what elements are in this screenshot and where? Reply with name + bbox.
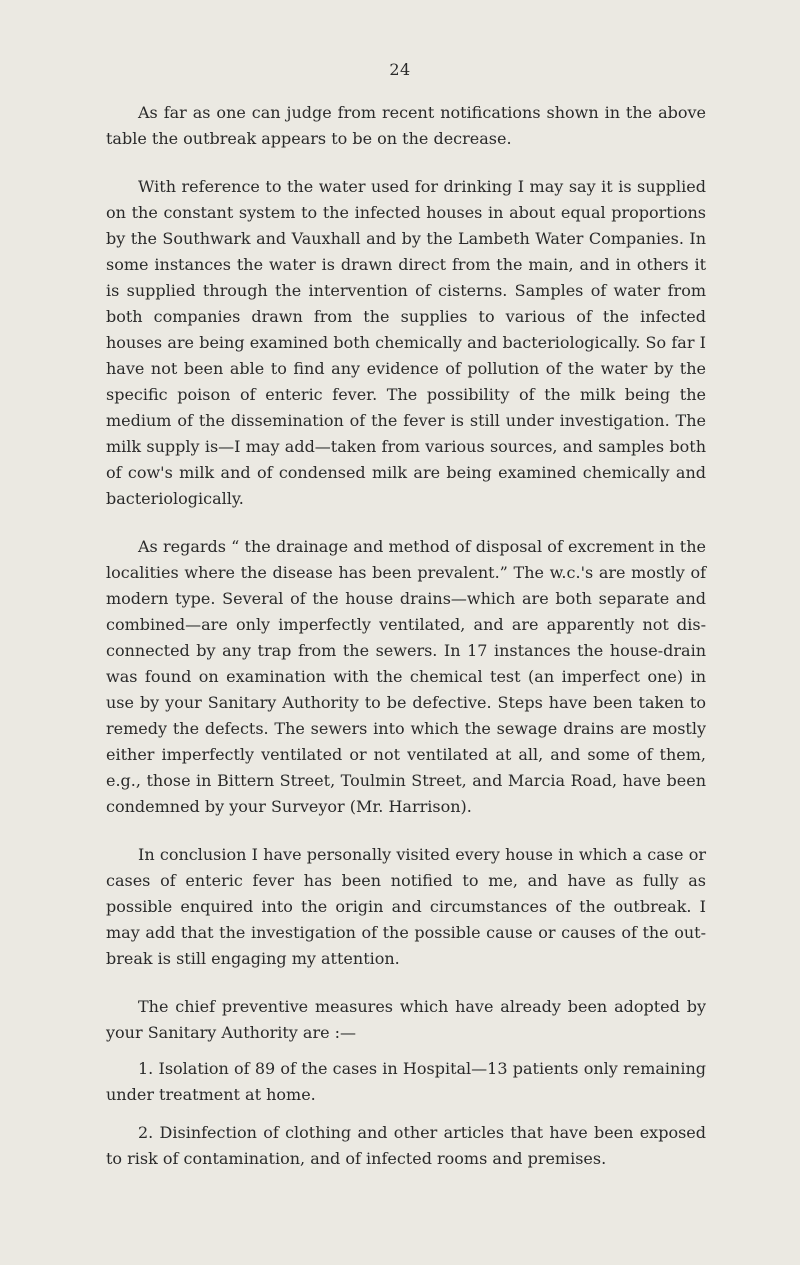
page-number: 24 — [389, 60, 411, 79]
paragraph-outbreak-decrease: As far as one can judge from recent notifications shown in the above table the outbreak appears to be on the decrease. — [106, 103, 706, 148]
paragraph-water-supply: With reference to the water used for drinking I may say it is supplied on the constant system to the infected houses in about equal proportions by the Southwark and Vauxhall and by the Lambeth Water Companies. In some instances the water is drawn direct from the main, and in others it is supplied through the intervention of cisterns. Samples of water from both companies drawn from the supplies to various of the infected houses are being examined both chemically and bacteriologically. So far I have not been able to find any evidence of pollution of the water by the specific poison of enteric fever. The possibility of the milk being the medium of the dissemination of the fever is still under investigation. The milk supply is—I may add—taken from various sources, and samples both of cow's milk and of condensed milk are being examined chemically and bacteriologically. — [106, 177, 706, 508]
paragraph-conclusion: In conclusion I have personally visited every house in which a case or cases of enteric fever has been notified to me, and have as fully as possible enquired into the origin and circumstances of the outbreak. I may add that the investigation of the possible cause or causes of the outbreak is still engaging my attention. — [106, 845, 706, 968]
list-item-isolation: 1. Isolation of 89 of the cases in Hospital—13 patients only remaining under treatment at home. — [106, 1059, 706, 1104]
body-text — [106, 100, 706, 1184]
paragraph-drainage: As regards “ the drainage and method of disposal of excrement in the localities where the disease has been prevalent.” The w.c.'s are mostly of modern type. Several of the house drains—which are both separate and combined—are only imperfectly ventilated, and are apparently not disconnected by any trap from the sewers. In 17 instances the house-drain was found on examination with the chemical test (an imperfect one) in use by your Sanitary Authority to be defective. Steps have been taken to remedy the defects. The sewers into which the sewage drains are mostly either imperfectly ventilated or not ventilated at all, and some of them, e.g., those in Bittern Street, Toulmin Street, and Marcia Road, have been condemned by your Surveyor (Mr. Harrison). — [106, 537, 706, 816]
paragraph-preventive-measures: The chief preventive measures which have already been adopted by your Sanitary Authority are :— — [106, 997, 706, 1042]
list-item-disinfection: 2. Disinfection of clothing and other articles that have been exposed to risk of contamination, and of infected rooms and premises. — [106, 1123, 706, 1168]
